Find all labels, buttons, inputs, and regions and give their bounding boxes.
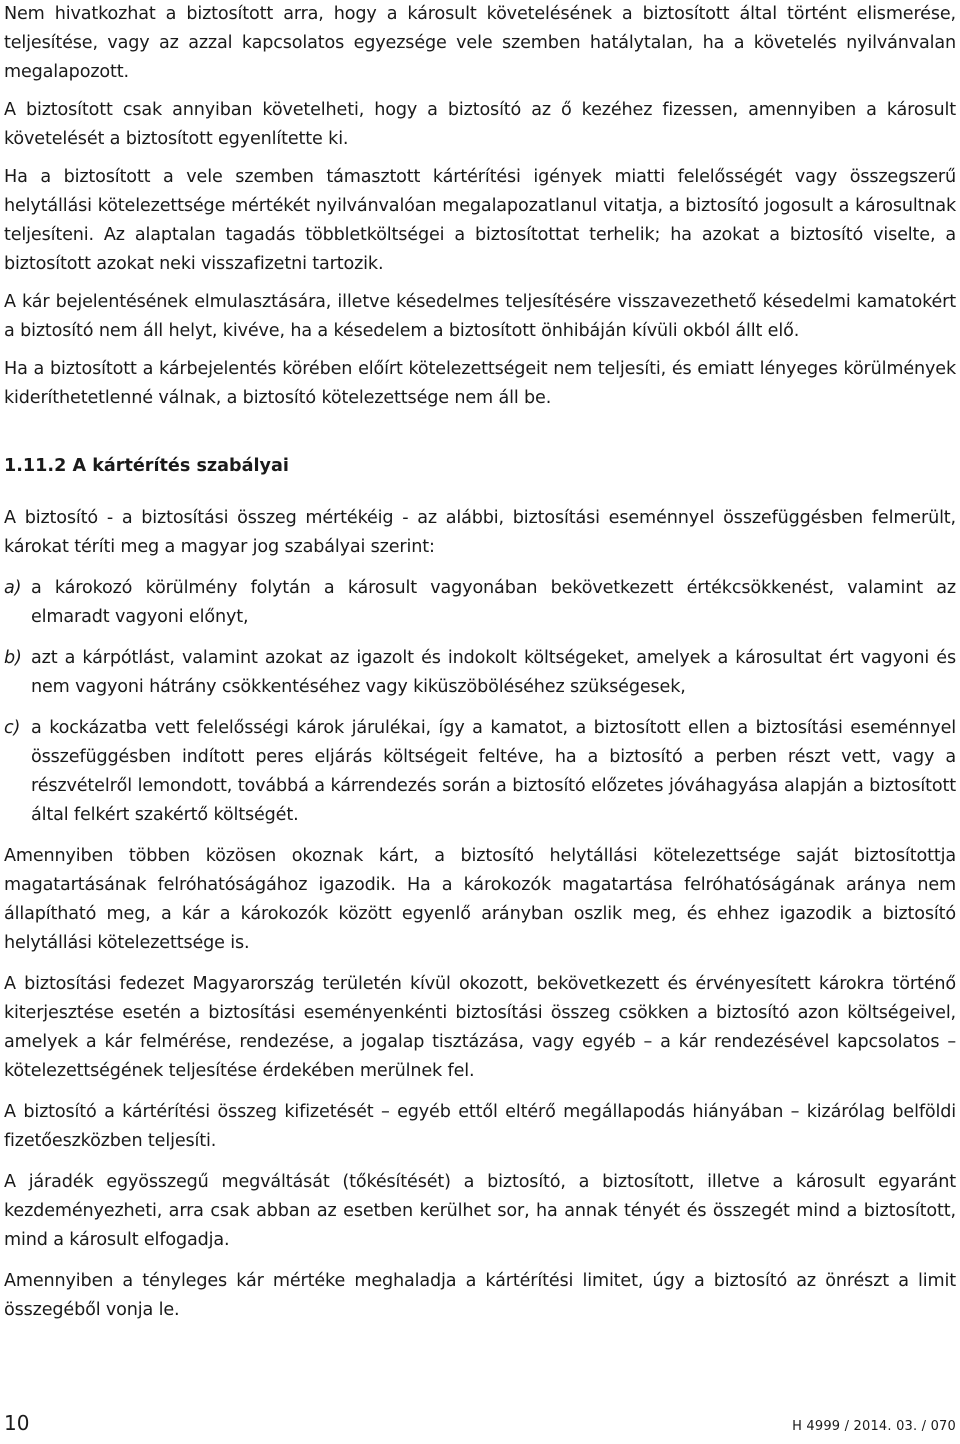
list-item-c: [4, 714, 956, 830]
paragraph-foreign-coverage: A biztosítási fedezet Magyarország területén kívül okozott, bekövetkezett és érvényesített károkra történő kiterjesztése esetén a biztosítási eseményenkénti biztosítási összeg csökken a biztosító azon költségeivel, amelyek a kár felmérése, rendezése, a jogalap tisztázása, vagy egyéb – a kár rendezésével kapcsolatos – kötelezettségének teljesítése érdekében merülnek fel.: [4, 974, 956, 1081]
paragraph-unfounded-dispute: Ha a biztosított a vele szemben támasztott kártérítési igények miatti felelősségét vagy összegszerű helytállási kötelezettsége mértékét nyilvánvalóan megalapozatlanul vitatja, a biztosító jogosult a károsultnak teljesíteni. Az alaptalan tagadás többletköltségei a biztosítottat terhelik; ha azokat a biztosító viselte, a biztosított azokat neki visszafizetni tartozik.: [4, 167, 956, 274]
list-marker-c: c): [4, 718, 21, 738]
list-text-b: azt a kárpótlást, valamint azokat az igazolt és indokolt költségeket, amelyek a károsultat ért vagyoni és nem vagyoni hátrány csökkentéséhez vagy kiküszöböléséhez szükségesek,: [31, 648, 956, 697]
list-marker-a: a): [4, 578, 22, 598]
list-text-c: a kockázatba vett felelősségi károk járulékai, így a kamatot, a biztosított ellen a biztosítási eseménnyel összefüggésben indított peres eljárás költségeit feltéve, ha a biztosító a perben részt vett, vagy a részvételről lemondott, továbbá a kárrendezés során a biztosító előzetes jóváhagyása alapján a biztosított által felkért szakértő költségét.: [31, 718, 956, 825]
paragraph-deductible-limit: Amennyiben a tényleges kár mértéke meghaladja a kártérítési limitet, úgy a biztosító az önrészt a limit összegéből vonja le.: [4, 1271, 956, 1320]
paragraph-payment-currency: A biztosító a kártérítési összeg kifizetését – egyéb ettől eltérő megállapodás hiányában – kizárólag belföldi fizetőeszközben teljesíti.: [4, 1102, 956, 1151]
paragraph-joint-damage: Amennyiben többen közösen okoznak kárt, a biztosító helytállási kötelezettsége saját biztosítottja magatartásának felróhatóságához igazodik. Ha a károkozók magatartása felróhatóságának aránya nem állapítható meg, a kár a károkozók között egyenlő arányban oszlik meg, és ehhez igazodik a biztosító helytállási kötelezettsége is.: [4, 846, 956, 953]
paragraph-reporting-obligations: Ha a biztosított a kárbejelentés körében előírt kötelezettségeit nem teljesíti, és emiatt lényeges körülmények kideríthetetlenné válnak, a biztosító kötelezettsége nem áll be.: [4, 359, 956, 408]
paragraph-payment-to-insured: A biztosított csak annyiban követelheti, hogy a biztosító az ő kezéhez fizessen, amennyiben a károsult követelését a biztosított egyenlítette ki.: [4, 100, 956, 149]
document-page: [4, 0, 956, 1325]
section-heading: 1.11.2 A kártérítés szabályai: [4, 456, 289, 476]
list-item-a: [4, 574, 956, 632]
paragraph-compensation-scope: A biztosító - a biztosítási összeg mértékéig - az alábbi, biztosítási eseménnyel összefüggésben felmerült, károkat téríti meg a magyar jog szabályai szerint:: [4, 508, 956, 557]
page-number: 10: [4, 1411, 30, 1435]
list-text-a: a károkozó körülmény folytán a károsult vagyonában bekövetkezett értékcsökkenést, valamint az elmaradt vagyoni előnyt,: [31, 578, 956, 627]
paragraph-annuity-capitalization: A járadék egyösszegű megváltását (tőkésítését) a biztosító, a biztosított, illetve a károsult egyaránt kezdeményezheti, arra csak abban az esetben kerülhet sor, ha annak tényét és összegét mind a biztosított, mind a károsult elfogadja.: [4, 1172, 956, 1250]
document-code: H 4999 / 2014. 03. / 070: [792, 1419, 956, 1434]
paragraph-admission: Nem hivatkozhat a biztosított arra, hogy a károsult követelésének a biztosított által történt elismerése, teljesítése, vagy az azzal kapcsolatos egyezsége vele szemben hatálytalan, ha a követelés nyilvánvalan megalapozott.: [4, 4, 956, 82]
paragraph-late-notification: A kár bejelentésének elmulasztására, illetve késedelmes teljesítésére visszavezethető késedelmi kamatokért a biztosító nem áll helyt, kivéve, ha a késedelem a biztosított önhibáján kívüli okból állt elő.: [4, 292, 956, 341]
list-item-b: [4, 644, 956, 702]
list-marker-b: b): [4, 648, 22, 668]
